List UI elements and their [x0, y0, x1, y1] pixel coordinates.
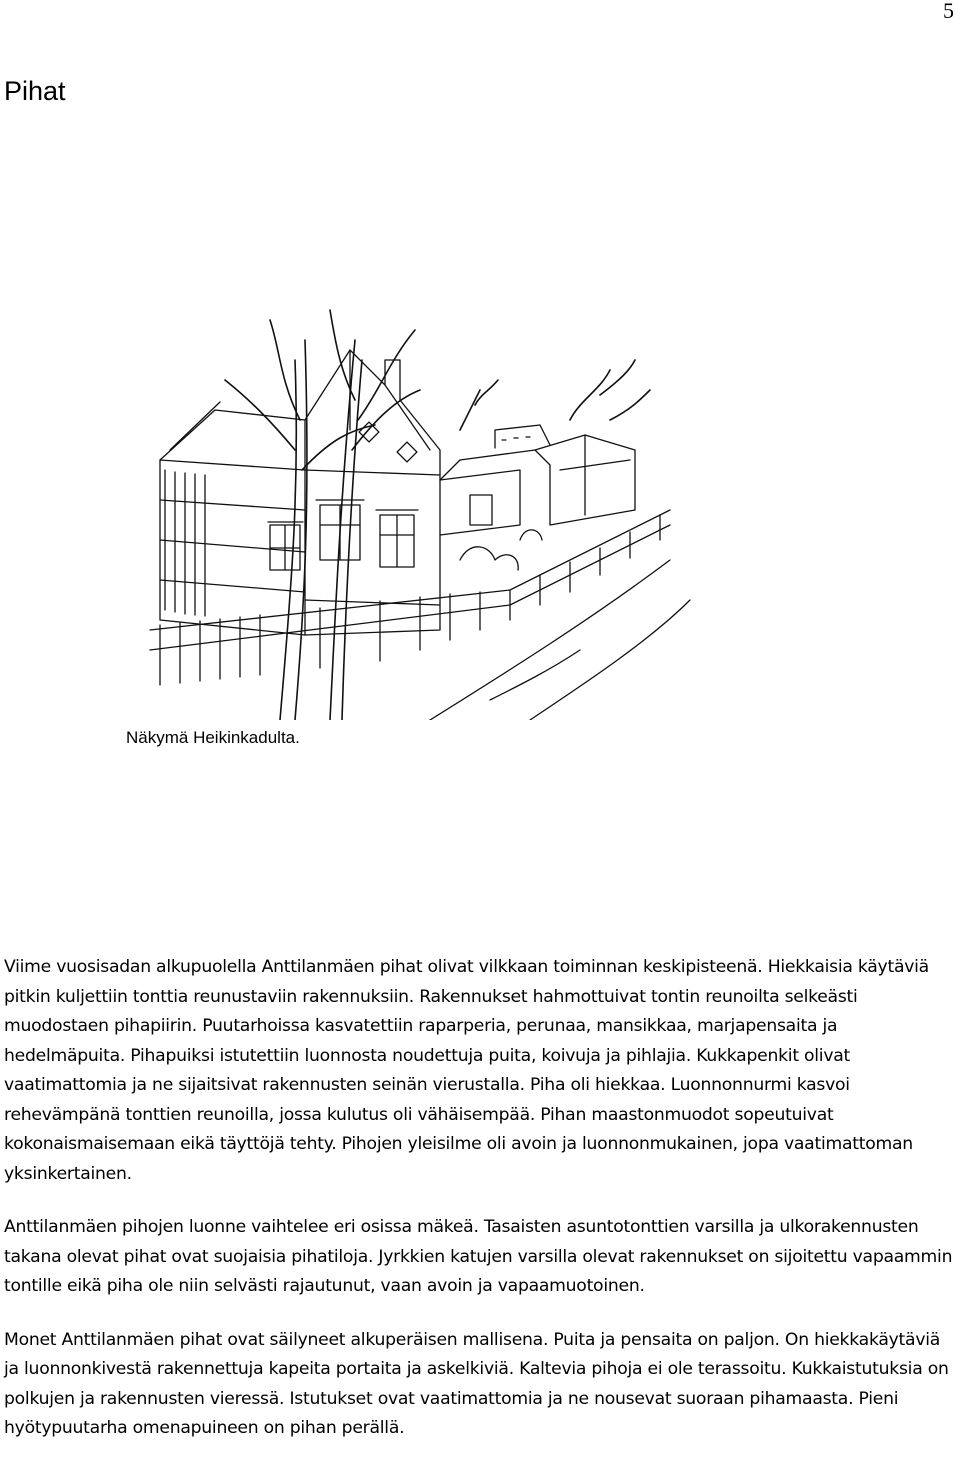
paragraph: Anttilanmäen pihojen luonne vaihtelee eri osissa mäkeä. Tasaisten asuntotonttien varsilla ja ulkorakennusten takana olevat pihat ovat suojaisia pihatiloja. Jyrkkien katujen varsilla olevat rakennukset on sijoitettu vapaammin tontille eikä piha ole niin selvästi rajautunut, vaan avoin ja vapaamuotoinen.	[4, 1217, 953, 1296]
main-house	[305, 350, 440, 635]
paragraph: Monet Anttilanmäen pihat ovat säilyneet alkuperäisen mallisena. Puita ja pensaita on paljon. On hiekkakäytäviä ja luonnonkivestä rakennettuja kapeita portaita ja askelkiviä. Kaltevia pihoja ei ole terassoitu. Kukkaistutuksia on polkujen ja rakennusten vieressä. Istutukset ovat vaatimattomia ja ne nousevat suoraan pihamaasta. Pieni hyötypuutarha omenapuineen on pihan perällä.	[4, 1329, 949, 1438]
paragraph: Viime vuosisadan alkupuolella Anttilanmäen pihat olivat vilkkaan toiminnan keskipisteenä. Hiekkaisia käytäviä pitkin kuljettiin tonttia reunustaviin rakennuksiin. Rakennukset hahmottuivat tontin reunoilta selkeästi muodostaen pihapiirin. Puutarhoissa kasvatettiin raparperia, perunaa, mansikkaa, marjapensaita ja hedelmäpuita. Pihapuiksi istutettiin luonnosta noudettuja puita, koivuja ja pihlajia. Kukkapenkit olivat vaatimattomia ja ne sijaitsivat rakennusten seinän vierustalla. Piha oli hiekkaa. Luonnonnurmi kasvoi rehevämpänä tonttien reunoilla, jossa kulutus oli vähäisempää. Pihan maastonmuodot sopeutuivat kokonaismaisemaan eikä täyttöjä tehty. Pihojen yleisilme oli avoin ja luonnonmukainen, jopa vaatimattoman yksinkertainen.	[4, 957, 929, 1184]
page-heading: Pihat	[4, 76, 66, 106]
bushes	[460, 530, 542, 570]
body-text	[4, 953, 954, 1468]
trees	[225, 310, 650, 720]
street-sketch-illustration	[130, 300, 720, 720]
figure-caption: Näkymä Heikinkadulta.	[126, 728, 300, 747]
back-houses	[440, 425, 635, 535]
page-number: 5	[943, 0, 954, 23]
road	[430, 560, 690, 720]
fence	[150, 510, 670, 685]
